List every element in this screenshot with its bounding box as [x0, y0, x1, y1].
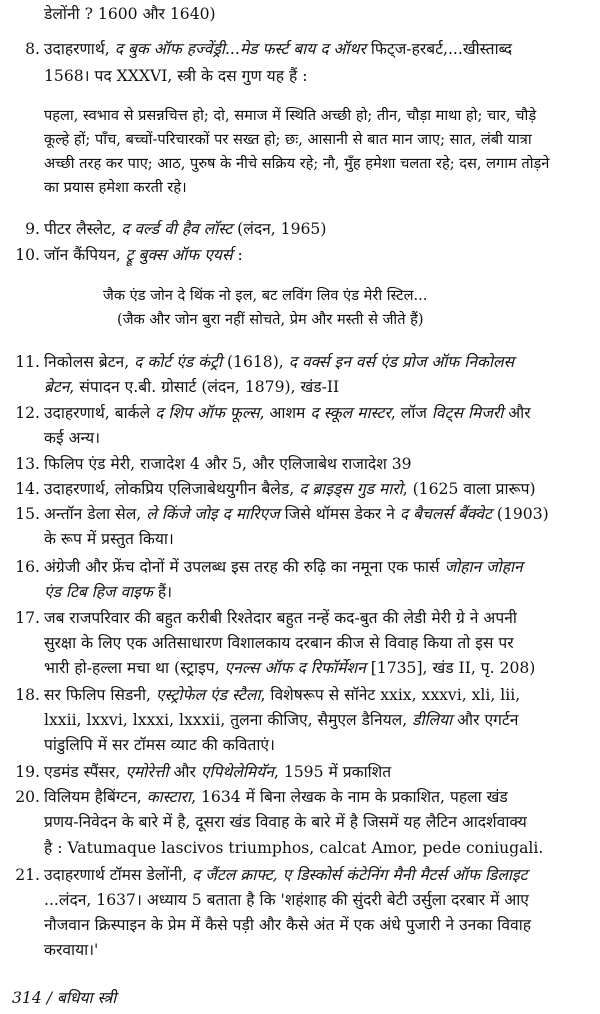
- note-18-line-1: सर फिलिप सिडनी, एस्ट्रोफेल एंड स्टैला, विशेषरूप से सॉनेट xxix, xxxvi, xli, lii,: [44, 686, 521, 704]
- note-19-line-1: एडमंड स्पैंसर, एमोरेत्ती और एपिथेलेमियॅन, 1595 में प्रकाशित: [44, 763, 392, 781]
- note-number-14: 14.: [15, 480, 40, 498]
- quote-line-4: का प्रयास हमेशा करती रहे।: [44, 179, 187, 196]
- note-8-line-1: उदाहरणार्थ, द बुक ऑफ हज्वेंड्री...मेड फर्स्ट बाय द ऑथर फिट्ज-हरबर्ट,...खीस्ताब्द: [44, 40, 513, 58]
- note-21-line-4: करवाया।': [44, 941, 99, 959]
- note-8-line-2: 1568। पद XXXVI, स्त्री के दस गुण यह हैं :: [44, 67, 308, 85]
- note-number-10: 10.: [15, 246, 40, 264]
- note-9-line-1: पीटर लैस्लेट, द वर्ल्ड वी हैव लॉस्ट (लंदन, 1965): [44, 220, 327, 238]
- note-number-13: 13.: [15, 455, 40, 473]
- quote-line-3: अच्छी तरह कर पाए; आठ, पुरुष के नीचे सक्रिय रहे; नौ, मुँह हमेशा चलता रहे; दस, लगाम तोड़ने: [44, 155, 550, 172]
- page-number: 314: [12, 989, 42, 1007]
- note-11-line-1: निकोलस ब्रेटन, द कोर्ट एंड कंट्री (1618), द वर्क्स इन वर्स एंड प्रोज ऑफ निकोलस: [44, 353, 515, 371]
- note-21-line-1: उदाहरणार्थ टॉमस डेलोंनी, द जैंटल क्राफ्ट, ए डिस्कोर्स कंटेनिंग मैनी मैटर्स ऑफ डिलाइट: [44, 866, 528, 884]
- note-14-line-1: उदाहरणार्थ, लोकप्रिय एलिजाबेथयुगीन बैलेड, द ब्राइड्स गुड मारो, (1625 वाला प्रारूप): [44, 480, 536, 498]
- note-20-line-2: प्रणय-निवेदन के बारे में है, दूसरा खंड विवाह के बारे में है जिसमें यह लैटिन आदर्शवाक्य: [44, 813, 527, 831]
- note-17-line-3: भारी हो-हल्ला मचा था (स्ट्राइप, एनल्स ऑफ द रिफॉर्मेशन [1735], खंड II, पृ. 208): [44, 659, 536, 677]
- note-20-line-1: विलियम हैबिंग्टन, कास्टारा, 1634 में बिना लेखक के नाम के प्रकाशित, पहला खंड: [44, 788, 508, 806]
- note-number-16: 16.: [15, 558, 40, 576]
- note-16-line-1: अंग्रेजी और फ्रेंच दोनों में उपलब्ध इस तरह की रुढ़ि का नमूना एक फार्स जोहान जोहान: [44, 558, 523, 576]
- verse-line-1: जैक एंड जोन दे थिंक नो इल, बट लविंग लिव एंड मेरी स्टिल...: [103, 287, 428, 304]
- note-11-line-2: ब्रेटन, संपादन ए.बी. ग्रोसार्ट (लंदन, 1879), खंड-II: [44, 378, 340, 396]
- note-15-line-2: के रूप में प्रस्तुत किया।: [44, 530, 174, 548]
- quote-line-2: कूल्हे हों; पाँच, बच्चों-परिचारकों पर सख्त हो; छः, आसानी से बात मान जाए; सात, लंबी यात्रा: [44, 131, 532, 148]
- note-number-20: 20.: [15, 788, 40, 806]
- note-21-line-2: ...लंदन, 1637। अध्याय 5 बताता है कि 'शहंशाह की सुंदरी बेटी उर्सुला दरबार में आए: [44, 891, 529, 909]
- note-18-line-3: पांडुलिपि में सर टॉमस व्याट की कविताएं।: [44, 736, 275, 754]
- note-21-line-3: नौजवान क्रिस्पाइन के प्रेम में कैसे पड़ी और कैसे अंत में एक अंधे पुजारी ने उनका विवाह: [44, 916, 532, 934]
- note-number-21: 21.: [15, 866, 40, 884]
- note-16-line-2: एंड टिब हिज वाइफ हैं।: [44, 583, 173, 601]
- note-number-17: 17.: [15, 609, 40, 627]
- note-12-line-2: कई अन्य।: [44, 429, 101, 447]
- note-17-line-2: सुरक्षा के लिए एक अतिसाधारण विशालकाय दरबान कीज से विवाह किया तो इस पर: [44, 634, 514, 652]
- note-12-line-1: उदाहरणार्थ, बार्कले द शिप ऑफ फूल्स, आशम द स्कूल मास्टर, लॉज विट्स मिजरी और: [44, 404, 531, 422]
- verse-line-2: (जैक और जोन बुरा नहीं सोचते, प्रेम और मस्ती से जीते हैं): [117, 311, 424, 328]
- note-number-15: 15.: [15, 505, 40, 523]
- note-10-line-1: जॉन कैंपियन, ट्रू बुक्स ऑफ एयर्स :: [44, 246, 243, 264]
- note-17-line-1: जब राजपरिवार की बहुत करीबी रिश्तेदार बहुत नन्हें कद-बुत की लेडी मेरी ग्रे ने अपनी: [44, 609, 517, 627]
- note-number-18: 18.: [15, 686, 40, 704]
- note-number-8: 8.: [25, 40, 40, 58]
- note-7-continuation: डेलोंनी ? 1600 और 1640): [44, 5, 216, 23]
- note-number-11: 11.: [15, 353, 40, 371]
- note-13-line-1: फिलिप एंड मेरी, राजादेश 4 और 5, और एलिजाबेथ राजादेश 39: [44, 455, 412, 473]
- book-title: / बधिया स्त्री: [46, 989, 117, 1007]
- note-number-9: 9.: [25, 220, 40, 238]
- note-number-12: 12.: [15, 404, 40, 422]
- note-18-line-2: lxxii, lxxvi, lxxxi, lxxxii, तुलना कीजिए, सैमुएल डैनियल, डीलिया और एगर्टन: [44, 711, 519, 729]
- quote-line-1: पहला, स्वभाव से प्रसन्नचित्त हो; दो, समाज में स्थिति अच्छी हो; तीन, चौड़ा माथा हो; चार, चौड़े: [44, 107, 537, 124]
- note-20-line-3: है : Vatumaque lascivos triumphos, calcat Amor, pede coniugali.: [44, 839, 544, 857]
- note-number-19: 19.: [15, 763, 40, 781]
- page-footer: [12, 986, 116, 1010]
- note-15-line-1: अन्तॉन डेला सेल, ले किंजे जोइ द मारिएज जिसे थॉमस डेकर ने द बैचलर्स बैंक्वेट (1903): [44, 505, 549, 523]
